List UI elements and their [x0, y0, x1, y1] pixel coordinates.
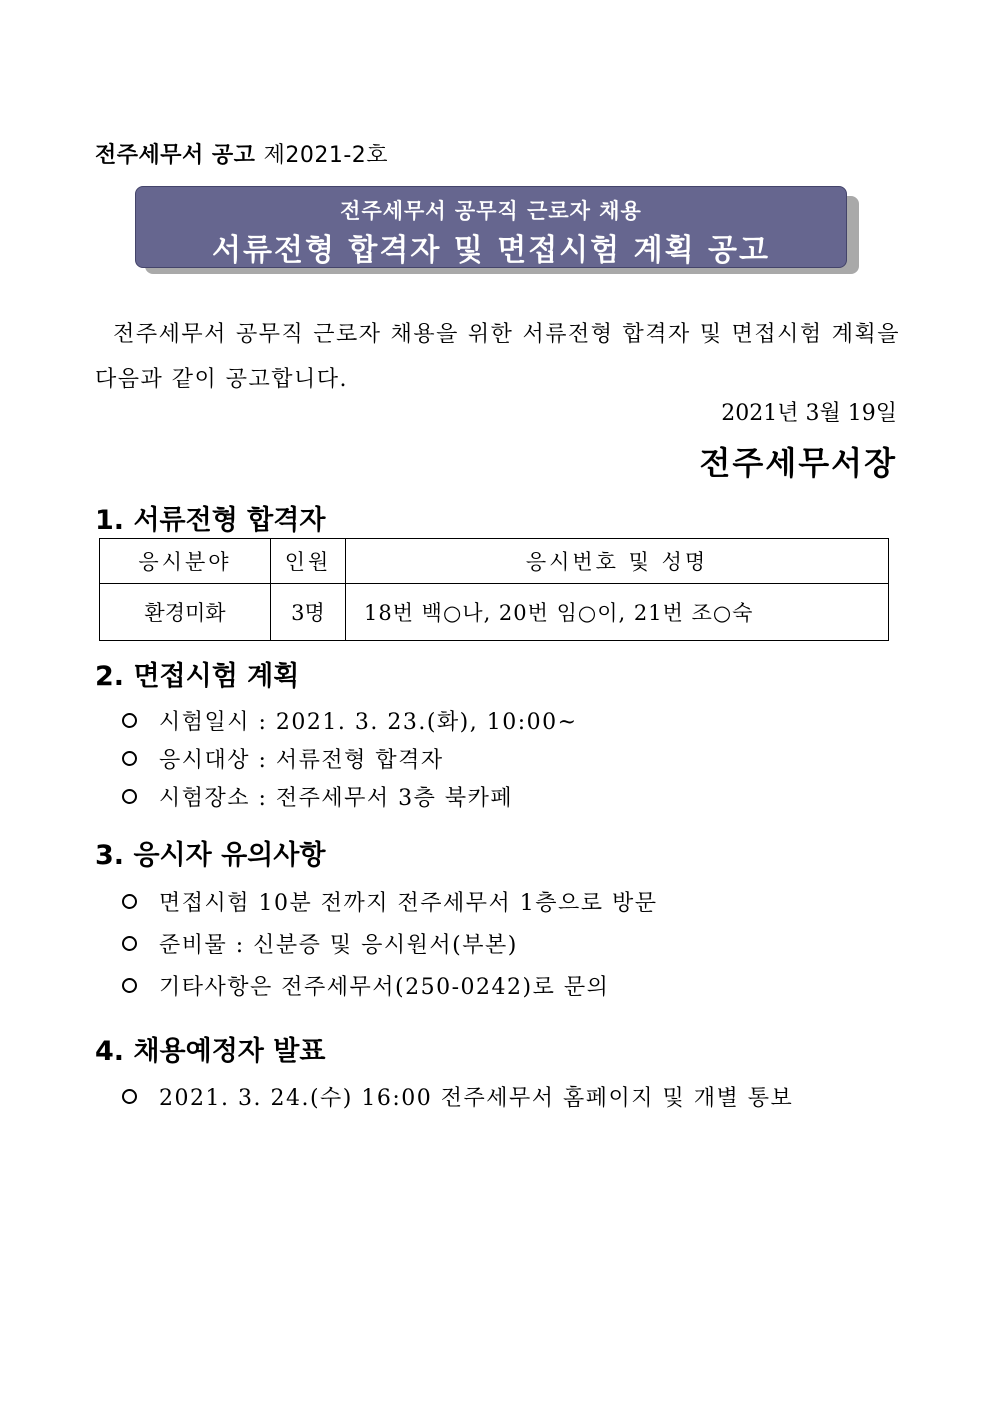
list-item: 시험장소 : 전주세무서 3층 북카페: [122, 781, 513, 812]
circle-bullet-icon: [122, 978, 137, 993]
candidates-table: [99, 538, 889, 641]
table-cell-field: 환경미화: [100, 584, 271, 641]
title-main: 서류전형 합격자 및 면접시험 계획 공고: [212, 233, 770, 268]
table-cell-names: 18번 백○나, 20번 임○이, 21번 조○숙: [346, 584, 889, 641]
circle-bullet-icon: [122, 936, 137, 951]
list-item: 2021. 3. 24.(수) 16:00 전주세무서 홈페이지 및 개별 통보: [122, 1081, 793, 1112]
section1-heading: 1. 서류전형 합격자: [95, 505, 326, 536]
section2-heading: 2. 면접시험 계획: [95, 661, 300, 692]
table-header-cell: 응시분야: [100, 539, 271, 584]
circle-bullet-icon: [122, 751, 137, 766]
circle-bullet-icon: [122, 1089, 137, 1104]
intro-text: 전주세무서 공무직 근로자 채용을 위한 서류전형 합격자 및 면접시험 계획을 다음과 같이 공고합니다.: [95, 322, 900, 392]
intro-paragraph: [95, 312, 900, 402]
circle-bullet-icon: [122, 713, 137, 728]
notice-number: [95, 138, 388, 169]
circle-bullet-icon: [122, 894, 137, 909]
table-header-cell: 인원: [271, 539, 346, 584]
table-header-row: [100, 539, 889, 584]
table-row: [100, 584, 889, 641]
notice-date: 2021년 3월 19일: [721, 401, 897, 426]
signer: 전주세무서장: [699, 444, 897, 482]
list-item: 준비물 : 신분증 및 응시원서(부본): [122, 928, 518, 959]
section4-heading: 4. 채용예정자 발표: [95, 1036, 326, 1067]
table-header-cell: 응시번호 및 성명: [346, 539, 889, 584]
list-item: 면접시험 10분 전까지 전주세무서 1층으로 방문: [122, 886, 658, 917]
list-item: 기타사항은 전주세무서(250-0242)로 문의: [122, 970, 609, 1001]
notice-number-value: 제2021-2호: [263, 143, 389, 168]
section3-heading: 3. 응시자 유의사항: [95, 840, 326, 871]
circle-bullet-icon: [122, 789, 137, 804]
list-item: 시험일시 : 2021. 3. 23.(화), 10:00~: [122, 705, 578, 736]
title-box: [135, 186, 847, 268]
list-item: 응시대상 : 서류전형 합격자: [122, 743, 444, 774]
title-subtitle: 전주세무서 공무직 근로자 채용: [340, 199, 642, 223]
table-cell-count: 3명: [271, 584, 346, 641]
notice-prefix: 전주세무서 공고: [95, 143, 256, 168]
